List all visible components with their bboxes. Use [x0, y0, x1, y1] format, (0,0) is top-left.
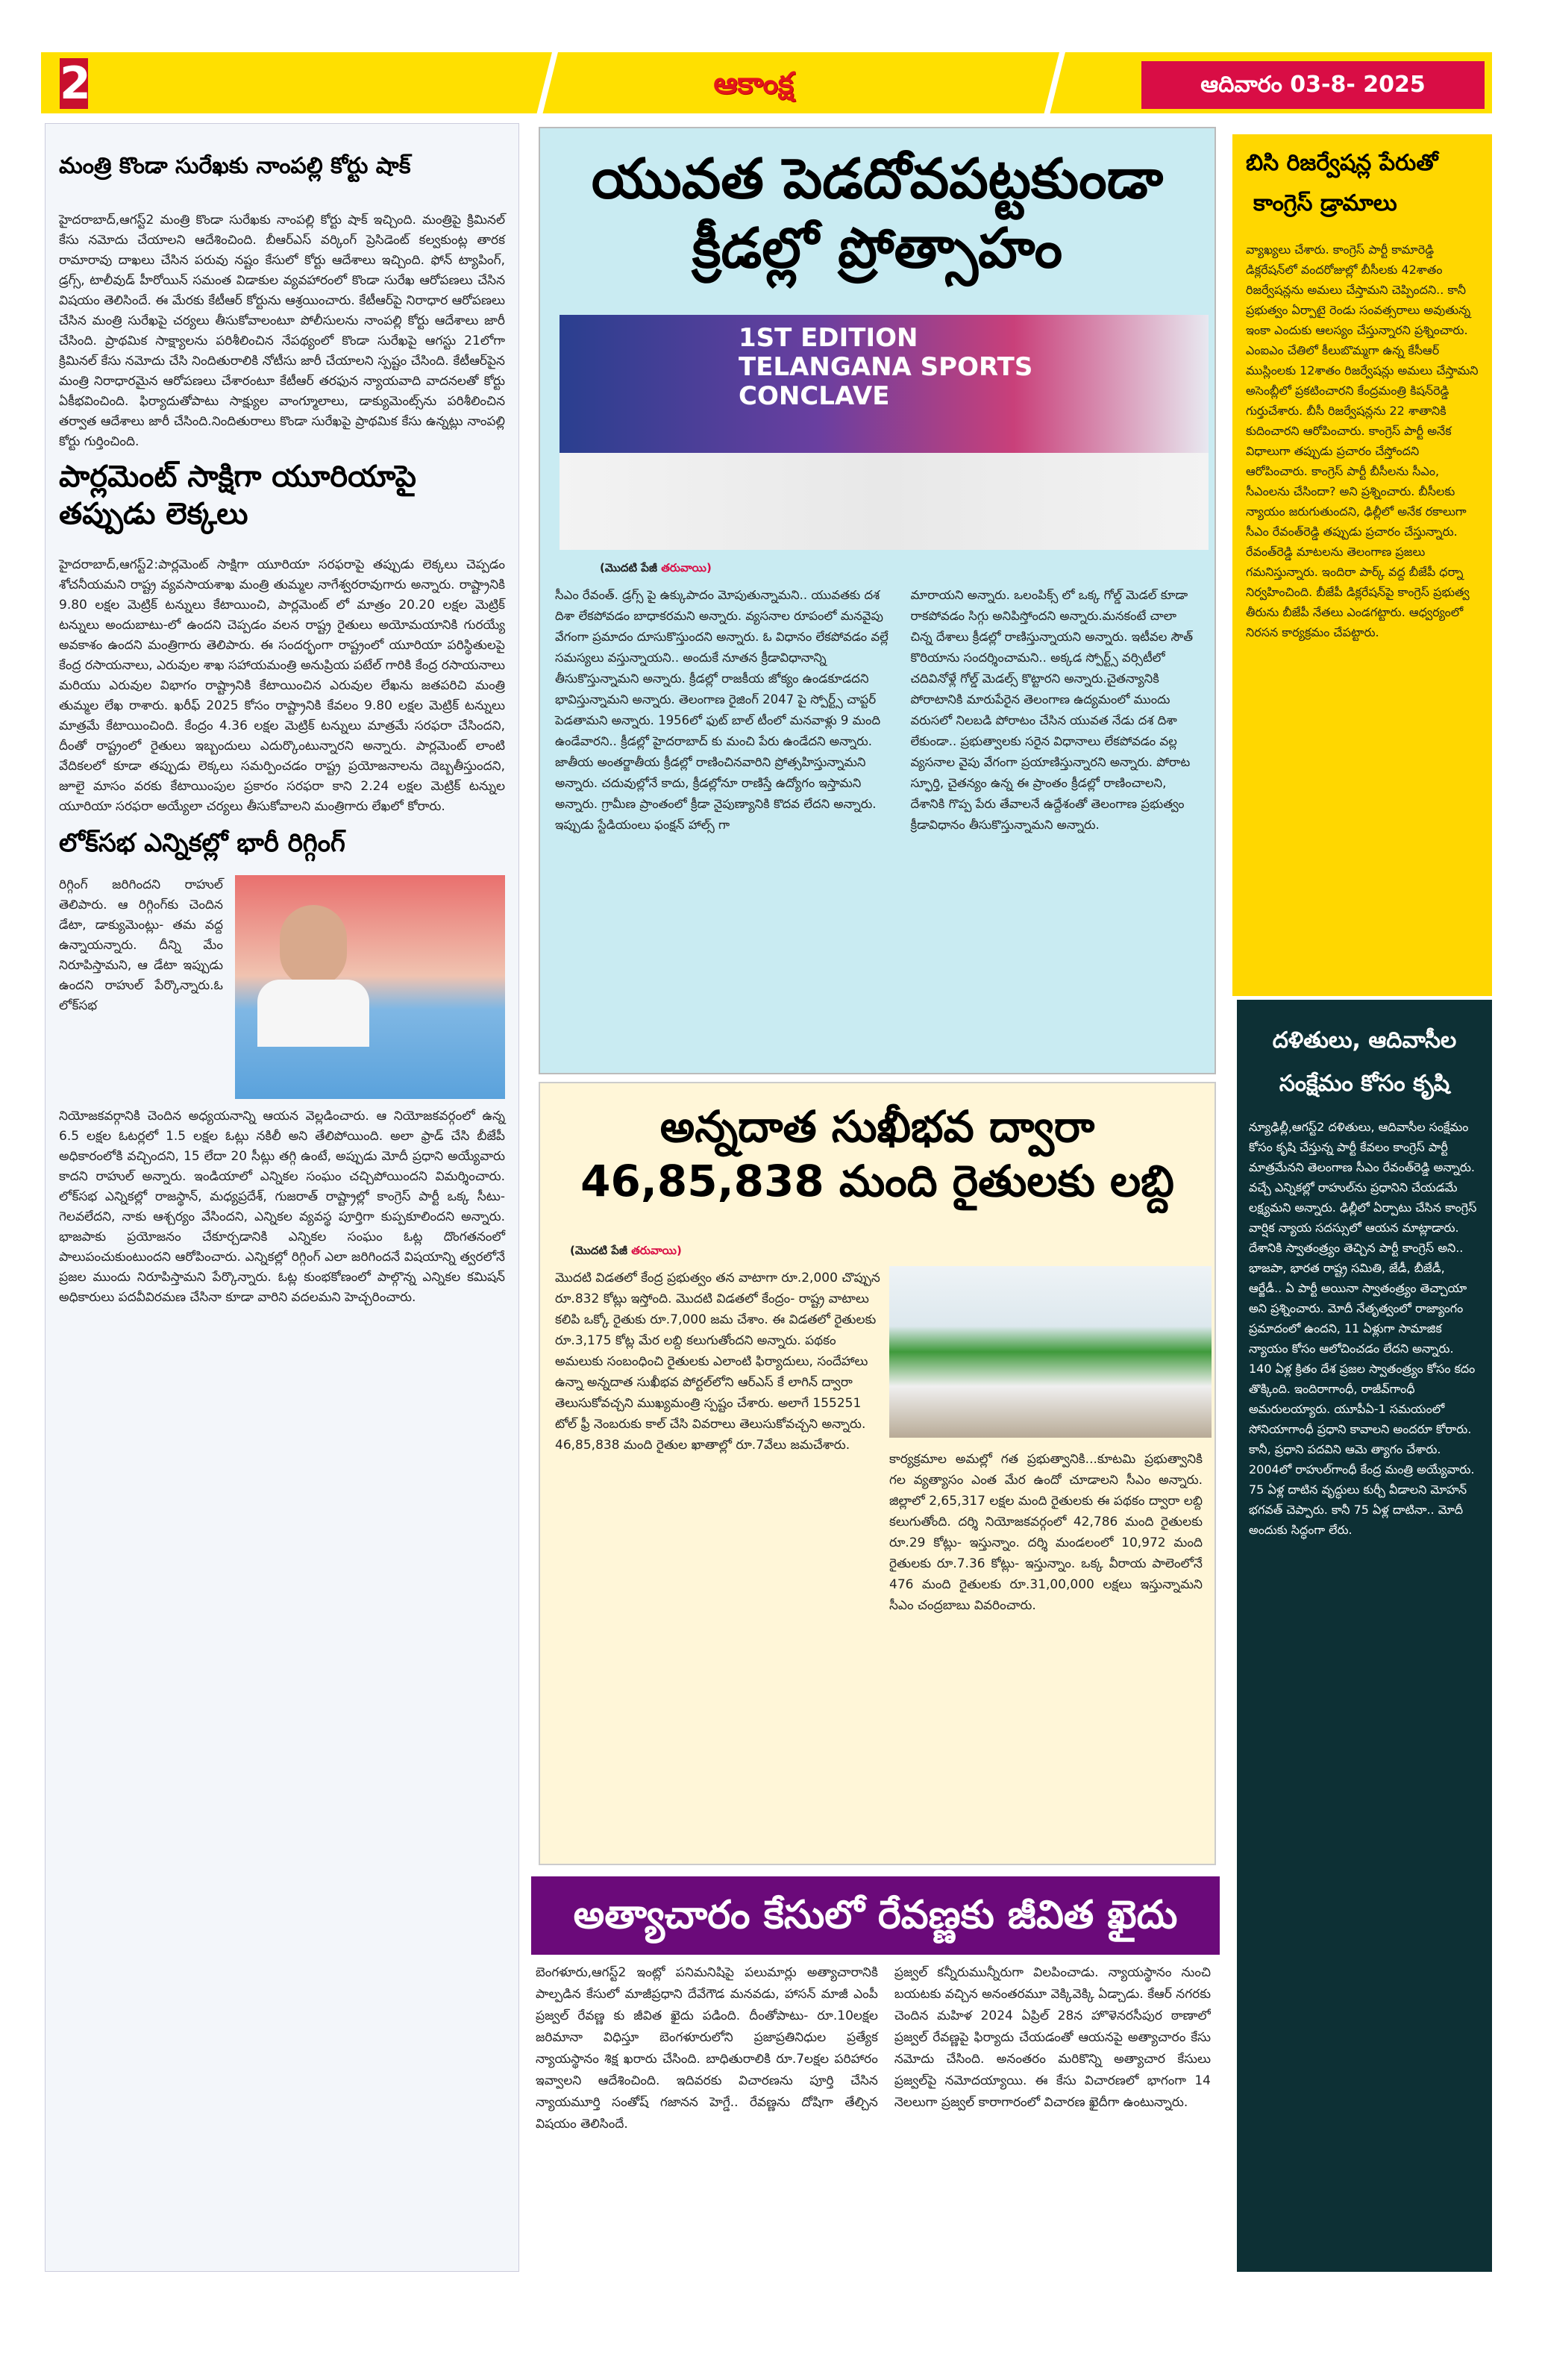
article-revanna	[536, 1962, 1211, 2272]
article-body-col1: మొదటి విడతలో కేంద్ర ప్రభుత్వం తన వాటాగా రూ.2,000 చొప్పున రూ.832 కోట్లు ఇస్తోంది. మొదటి విడతలో కేంద్రం- రాష్ట్ర వాటాలు కలిపి ఒక్కో రైతుకు రూ.7,000 జమ చేశాం. ఈ విడతలో రైతులకు రూ.3,175 కోట్ల మేర లబ్ది కలుగుతోందని అన్నారు. పథకం అమలుకు సంబంధించి రైతులకు ఎలాంటి ఫిర్యాదులు, సందేహాలు ఉన్నా అన్నదాత సుఖీభవ పోర్టల్‌లోని ఆర్ఎస్ కే లాగిన్ ద్వారా తెలుసుకోవచ్చని ముఖ్యమంత్రి స్పష్టం చేశారు. అలాగే 155251 టోల్ ఫ్రీ నెంబరుకు కాల్ చేసి వివరాలు తెలుసుకోవచ్చని అన్నారు. 46,85,838 మంది రైతుల ఖాతాల్లో రూ.7వేలు జమచేశారు.	[555, 1271, 880, 1453]
headline-line1: అన్నదాత సుఖీభవ ద్వారా	[659, 1101, 1095, 1152]
article-rigging	[59, 827, 505, 1309]
headline-line1: యువత పెడదోవపట్టకుండా	[591, 147, 1164, 211]
article-body-col2: మారాయని అన్నారు. ఒలంపిక్స్ లో ఒక్క గోల్డ్ మెడల్ కూడా రాకపోవడం సిగ్గు అనిపిస్తోందని అన్నారు.మనకంటే చాలా చిన్న దేశాలు క్రీడల్లో రాణిస్తున్నాయని అన్నారు. ఇటీవల సౌత్ కొరియాను సందర్శించామని.. అక్కడ స్పోర్ట్స్ వర్సిటీలో చదివినోళ్లే గోల్డ్ మెడల్స్ కొట్టారని అన్నారు.చైతన్యానికి పోరాటానికి మారుపేరైన తెలంగాణ ఉద్యమంలో ముందు వరుసలో నిలబడి పోరాటం చేసిన యువత నేడు దశ దిశా లేకుండా.. ప్రభుత్వాలకు సరైన విధానాలు లేకపోవడం వల్ల వ్యసనాల వైపు వేగంగా ప్రయాణిస్తున్నారని అన్నారు. పోరాట స్ఫూర్తి, చైతన్యం ఉన్న ఈ ప్రాంతం క్రీడల్లో రాణించాలని, దేశానికి గొప్ప పేరు తేవాలనే ఉద్దేశంతో తెలంగాణ ప్రభుత్వం క్రీడావిధానం తీసుకొస్తున్నామని అన్నారు.	[910, 588, 1194, 832]
headline: పార్లమెంట్ సాక్షిగా యూరియాపై తప్పుడు లెక్కలు	[59, 459, 416, 531]
continued-label: (మొదటి పేజీ తరువాయి)	[600, 561, 712, 574]
headline-line1: దళితులు, ఆదివాసీల	[1272, 1027, 1457, 1053]
photo-banner-text: 1ST EDITION TELANGANA SPORTS CONCLAVE	[739, 323, 1033, 412]
article-farmers	[539, 1082, 1216, 1865]
page-number: 2	[60, 57, 91, 110]
article-body-col2: ప్రజ్వల్ కన్నీరుమున్నీరుగా విలపించాడు. న్యాయస్థానం నుంచి బయటకు వచ్చిన అనంతరమూ వెక్కివెక్కి ఏడ్చాడు. కేఆర్ నగరకు చెందిన మహిళ 2024 ఏప్రిల్ 28న హొళెనరసీపుర ఠాణాలో ప్రజ్వల్ రేవణ్ణపై ఫిర్యాదు చేయడంతో ఆయనపై అత్యాచారం కేసు నమోదు చేసింది. అనంతరం మరికొన్ని అత్యాచార కేసులు ప్రజ్వల్‌పై నమోదయ్యాయి. ఈ కేసు విచారణలో భాగంగా 14 నెలలుగా ప్రజ్వల్ కారాగారంలో విచారణ ఖైదీగా ఉంటున్నారు.	[894, 1965, 1211, 2110]
issue-date: ఆదివారం 03-8- 2025	[1141, 61, 1485, 109]
article-intro: రిగ్గింగ్ జరిగిందని రాహుల్ తెలిపారు. ఆ రిగ్గింగ్‌కు చెందిన డేటా, డాక్యుమెంట్లు- తమ వద్ద ఉన్నాయన్నారు. దీన్ని మేం నిరూపిస్తామని, ఆ డేటా ఇప్పుడు ఉందని రాహుల్ పేర్కొన్నారు.ఓ లోక్‌సభ	[59, 877, 223, 1013]
event-photo	[889, 1266, 1212, 1438]
article-body-col1: సీఎం రేవంత్. డ్రగ్స్ పై ఉక్కుపాదం మోపుతున్నామని.. యువతకు దశ దిశా లేకపోవడం బాధాకరమని అన్నారు. వ్యసనాల రూపంలో మనవైపు వేగంగా ప్రమాదం దూసుకొస్తుందని అన్నారు. ఓ విధానం లేకపోవడం వల్లే సమస్యలు వస్తున్నాయని.. అందుకే నూతన క్రీడావిధానాన్ని తీసుకొస్తున్నామని అన్నారు. క్రీడల్లో రాజకీయ జోక్యం ఉండకూడదని భావిస్తున్నామని అన్నారు. తెలంగాణ రైజింగ్ 2047 పై స్పోర్ట్స్ చాప్టర్ పెడతామని అన్నారు. 1956లో ఫుట్ బాల్ టీంలో మనవాళ్లు 9 మంది ఉండేవారని.. క్రీడల్లో హైదరాబాద్ కు మంచి పేరు ఉండేదని అన్నారు. జాతీయ అంతర్జాతీయ క్రీడల్లో రాణించినవారిని ప్రోత్సహిస్తున్నామని అన్నారు. చదువుల్లోనే కాదు, క్రీడల్లోనూ రాణిస్తే ఉద్యోగం ఇస్తామని అన్నారు. గ్రామీణ ప్రాంతంలో క్రీడా నైపుణ్యానికి కొదవ లేదని అన్నారు. ఇప్పుడు స్టేడియంలు ఫంక్షన్ హాల్స్ గా	[555, 588, 888, 832]
article-body: న్యూఢిల్లీ,ఆగస్ట్2 దళితులు, ఆదివాసీల సంక్షేమం కోసం కృషి చేస్తున్న పార్టీ కేవలం కాంగ్రెస్ పార్టీ మాత్రమేనని తెలంగాణ సీఎం రేవంత్‌రెడ్డి అన్నారు. వచ్చే ఎన్నికల్లో రాహుల్‌ను ప్రధానిని చేయడమే లక్ష్యమని అన్నారు. ఢిల్లీలో ఏర్పాటు చేసిన కాంగ్రెస్ వార్షిక న్యాయ సదస్సులో ఆయన మాట్లాడారు. దేశానికి స్వాతంత్ర్యం తెచ్చిన పార్టీ కాంగ్రెస్ అని.. భాజపా, భారత రాష్ట్ర సమితి, జేడీ, బీజేడీ, ఆర్జేడీ.. ఏ పార్టీ అయినా స్వాతంత్ర్యం తెచ్చాయా అని ప్రశ్నించారు. మోదీ నేతృత్వంలో రాజ్యాంగం ప్రమాదంలో ఉందని, 11 ఏళ్లుగా సామాజిక న్యాయం కోసం ఆలోచించడం లేదని అన్నారు. 140 ఏళ్ల క్రితం దేశ ప్రజల స్వాతంత్ర్యం కోసం కదం తొక్కింది. ఇందిరాగాంధీ, రాజీవ్‌గాంధీ అమరులయ్యారు. యూపీఏ-1 సమయంలో సోనియాగాంధీ ప్రధాని కావాలని అందరూ కోరారు. కానీ, ప్రధాని పదవిని ఆమె త్యాగం చేశారు. 2004లో రాహుల్‌గాంధీ కేంద్ర మంత్రి అయ్యేవారు. 75 ఏళ్ల దాటిన వృద్ధులు కుర్చీ వీడాలని మోహన్ భగవత్ చెప్పారు. కానీ 75 ఏళ్ల దాటినా.. మోదీ అందుకు సిద్ధంగా లేరు.	[1249, 1120, 1477, 1537]
article-court	[59, 152, 505, 452]
article-body: వ్యాఖ్యలు చేశారు. కాంగ్రెస్ పార్టీ కామారెడ్డి డిక్లరేషన్‌లో వందరోజుల్లో బీసీలకు 42శాతం రిజర్వేషన్లను అమలు చేస్తామని చెప్పిందని.. కానీ ప్రభుత్వం ఏర్పాటై రెండు సంవత్సరాలు అవుతున్న ఇంకా ఎందుకు ఆలస్యం చేస్తున్నారని ప్రశ్నించారు. ఎంఐఎం చేతిలో కీలుబొమ్మగా ఉన్న కేసీఆర్ ముస్లింలకు 12శాతం రిజర్వేషన్లు అమలు చేస్తామని అసెంబ్లీలో ప్రకటించారని కేంద్రమంత్రి కిషన్‌రెడ్డి గుర్తుచేశారు. బీసీ రిజర్వేషన్లను 22 శాతానికి కుదించారని ఆరోపించారు. కాంగ్రెస్ పార్టీ అనేక విధాలుగా తప్పుడు ప్రచారం చేస్తోందని ఆరోపించారు. కాంగ్రెస్ పార్టీ బీసీలను సీఎం, సీఎంలను చేసిందా? అని ప్రశ్నించారు. బీసీలకు న్యాయం జరుగుతుందని, ఢిల్లీలో అనేక రకాలుగా సీఎం రేవంత్‌రెడ్డి తప్పుడు ప్రచారం చేస్తున్నారు. రేవంత్‌రెడ్డి మాటలను తెలంగాణ ప్రజలు గమనిస్తున్నారు. ఇందిరా పార్క్ వద్ద బీజేపీ ధర్నా నిర్వహించింది. బీజేపీ డిక్లరేషన్‌పై కాంగ్రెస్ ప్రభుత్వ తీరును బీజేపీ నేతలు ఎండగట్టారు. ఆధ్వర్యంలో నిరసన కార్యక్రమం చేపట్టారు.	[1246, 242, 1479, 639]
newspaper-logo: ఆకాంక్ష	[713, 66, 794, 101]
rahul-gandhi-photo	[235, 875, 505, 1099]
headline: మంత్రి కొండా సురేఖకు నాంపల్లి కోర్టు షాక్	[59, 153, 411, 179]
article-body: హైదరాబాద్,ఆగస్ట్2 మంత్రి కొండా సురేఖకు నాంపల్లి కోర్టు షాక్ ఇచ్చింది. మంత్రిపై క్రిమినల్ కేసు నమోదు చేయాలని ఆదేశించింది. బీఆర్ఎస్ వర్కింగ్ ప్రెసిడెంట్ కల్వకుంట్ల తారక రామారావు దాఖలు చేసిన పరువు నష్టం కేసులో కోర్టు ఆదేశాలు ఇచ్చింది. ఫోన్ ట్యాపింగ్, డ్రగ్స్, టాలీవుడ్ హీరోయిన్ సమంత విడాకుల వ్యవహారంలో కొండా సురేఖ ఆరోపణలు చేసిన విషయం తెలిసిందే. ఈ మేరకు కేటీఆర్ కోర్టును ఆశ్రయించారు. కేటీఆర్‌పై నిరాధార ఆరోపణలు చేసిన మంత్రి సురేఖపై చర్యలు తీసుకోవాలంటూ పోలీసులను నాంపల్లి కోర్టు ఆదేశాలు జారీ చేసింది. ప్రాథమిక సాక్ష్యాలను పరిశీలించిన నేపథ్యంలో కొండా సురేఖపై ఆగస్టు 21లోగా క్రిమినల్ కేసు నమోదు చేసి నిందితురాలికి నోటీసు జారీ చేయాలని స్పష్టం చేసింది. కేటీఆర్‌పైన మంత్రి నిరాధారమైన ఆరోపణలు చేశారంటూ కేటీఆర్ తరఫున న్యాయవాది వాదనలతో కోర్టు ఏకీభవించింది. ఫిర్యాదుతోపాటు సాక్ష్యుల వాంగ్మూలాలు, డాక్యుమెంట్స్‌ను పరిశీలించిన తర్వాత ఆదేశాలు జారీ చేసింది.నిందితురాలు కొండా సురేఖపై ప్రాథమిక కేసు ఉన్నట్లు నాంపల్లి కోర్టు గుర్తించింది.	[59, 212, 505, 449]
headline-line2: సంక్షేమం కోసం కృషి	[1279, 1070, 1450, 1097]
article-urea	[59, 458, 505, 817]
left-column	[45, 123, 519, 2272]
headline-line2: 46,85,838 మంది రైతులకు లబ్ది	[580, 1155, 1174, 1206]
continued-label: (మొదటి పేజీ తరువాయి)	[570, 1244, 682, 1257]
article-sports	[539, 127, 1216, 1074]
article-dalit-welfare	[1237, 1000, 1492, 2272]
headline-line1: బిసి రిజర్వేషన్ల పేరుతో	[1246, 150, 1438, 176]
article-bc-reservations	[1232, 134, 1492, 996]
headline-line2: కాంగ్రెస్ డ్రామాలు	[1253, 190, 1397, 216]
article-body-col1: బెంగళూరు,ఆగస్ట్2 ఇంట్లో పనిమనిషిపై పలుమార్లు అత్యాచారానికి పాల్పడిన కేసులో మాజీప్రధాని దేవేగౌడ మనవడు, హాసన్ మాజీ ఎంపీ ప్రజ్వల్ రేవణ్ణ కు జీవిత ఖైదు పడింది. దీంతోపాటు- రూ.10లక్షల జరిమానా విధిస్తూ బెంగళూరులోని ప్రజాప్రతినిధుల ప్రత్యేక న్యాయస్థానం శిక్ష ఖరారు చేసింది. బాధితురాలికి రూ.7లక్షల పరిహారం ఇవ్వాలని ఆదేశించింది. ఇదివరకు విచారణను పూర్తి చేసిన న్యాయమూర్తి సంతోష్ గజానన హెగ్డే.. రేవణ్ణను దోషిగా తేల్చిన విషయం తెలిసిందే.	[536, 1965, 878, 2132]
headline: లోక్‌సభ ఎన్నికల్లో భారీ రిగ్గింగ్	[59, 827, 345, 858]
article-body-col2: కార్యక్రమాల అమల్లో గత ప్రభుత్వానికి...కూటమి ప్రభుత్వానికి గల వ్యత్యాసం ఎంత మేర ఉందో చూడాలని సీఎం అన్నారు. జిల్లాలో 2,65,317 లక్షల మంది రైతులకు ఈ పథకం ద్వారా లబ్ది కలుగుతోంది. దర్శి నియోజకవర్గంలో 42,786 మంది రైతులకు రూ.29 కోట్లు- ఇస్తున్నాం. దర్శి మండలంలో 10,972 మంది రైతులకు రూ.7.36 కోట్లు- ఇస్తున్నాం. ఒక్క వీరాయ పాలెంలోనే 476 మంది రైతులకు రూ.31,00,000 లక్షలు ఇస్తున్నామని సీఎం చంద్రబాబు వివరించారు.	[889, 1452, 1203, 1613]
article-body: నియోజకవర్గానికి చెందిన అధ్యయనాన్ని ఆయన వెల్లడించారు. ఆ నియోజకవర్గంలో ఉన్న 6.5 లక్షల ఓటర్లలో 1.5 లక్షల ఓట్లు నకిలీ అని తేలిపోయింది. అలా ఫ్రాడ్ చేసి బీజేపీ అధికారంలోకి వచ్చిందని, 15 లేదా 20 సీట్లు తగ్గి ఉంటే, అప్పుడు మోదీ ప్రధాని అయ్యేవారు కాదని రాహుల్ అన్నారు. ఇండియాలో ఎన్నికల సంఘం చచ్చిపోయిందని విమర్శించారు. లోక్‌సభ ఎన్నికల్లో రాజస్థాన్, మధ్యప్రదేశ్, గుజరాత్ రాష్ట్రాల్లో కాంగ్రెస్ పార్టీ ఒక్క సీటు- గెలవలేదని, నాకు ఆశ్చర్యం వేసిందని, ఎన్నికల వ్యవస్థ పూర్తిగా కుప్పకూలిందని అన్నారు. భాజపాకు ప్రయోజనం చేకూర్చడానికి ఎన్నికల సంఘం ఓట్ల దొంగతనంలో పాలుపంచుకుంటుందని ఆరోపించారు. ఎన్నికల్లో రిగ్గింగ్ ఎలా జరిగిందనే విషయాన్ని త్వరలోనే ప్రజల ముందు నిరూపిస్తామని పేర్కొన్నారు. ఓట్ల కుంభకోణంలో పాల్గొన్న ఎన్నికల కమిషన్ అధికారులు పదవీవిరమణ చేసినా కూడా వారిని వదలమని హెచ్చరించారు.	[59, 1109, 505, 1305]
headline-banner: అత్యాచారం కేసులో రేవణ్ణకు జీవిత ఖైదు	[531, 1876, 1220, 1955]
headline-line2: క్రీడల్లో ప్రోత్సాహం	[692, 216, 1063, 281]
photo-people-area	[560, 453, 1209, 550]
article-body: హైదరాబాద్,ఆగస్ట్2:పార్లమెంట్ సాక్షిగా యూరియా సరఫరాపై తప్పుడు లెక్కలు చెప్పడం శోచనీయమని రాష్ట్ర వ్యవసాయశాఖ మంత్రి తుమ్మల నాగేశ్వరరావుగారు అన్నారు. రాష్ట్రానికి 9.80 లక్షల మెట్రిక్ టన్నులు కేటాయించి, పార్లమెంట్ లో మాత్రం 20.20 లక్షల మెట్రిక్ టన్నులు అందుబాటు-లో ఉందని చెప్పడం వలన రాష్ట్ర రైతులు అయోమయానికి గురయ్యే అవకాశం ఉందని మంత్రిగారు తెలిపారు. ఈ సందర్భంగా రాష్ట్రంలో యూరియా పరిస్థితులపై కేంద్ర రసాయనాలు, ఎరువుల శాఖ సహాయమంత్రి అనుప్రియ పటేల్ గారికి కేంద్ర రసాయనాలు మరియు ఎరువుల విభాగం రాష్ట్రానికి కేటాయించిన ఎరువుల లేఖను జతపరిచి మంత్రి తుమ్మల లేఖ రాశారు. ఖరీఫ్ 2025 కోసం రాష్ట్రానికి కేవలం 9.80 లక్షల మెట్రిక్ టన్నులు మాత్రమే కేటాయించింది. కేంద్రం 4.36 లక్షల మెట్రిక్ టన్నులు మాత్రమే సరఫరా చేసిందని, దీంతో రాష్ట్రంలో రైతులు ఇబ్బందులు ఎదుర్కొంటున్నారని అన్నారు. పార్లమెంట్ లాంటి వేదికలలో కూడా తప్పుడు లెక్కలు సమర్పించడం రాష్ట్ర ప్రయోజనాలను దెబ్బతీస్తుందని, జూలై మాసం వరకు కేటాయింపుల ప్రకారం సరఫరా కాని 2.24 లక్షల మెట్రిక్ టన్నుల యూరియా సరఫరా అయ్యేలా చర్యలు తీసుకోవాలని మంత్రిగారు లేఖలో కోరారు.	[59, 557, 505, 814]
sports-conclave-photo	[560, 315, 1209, 550]
